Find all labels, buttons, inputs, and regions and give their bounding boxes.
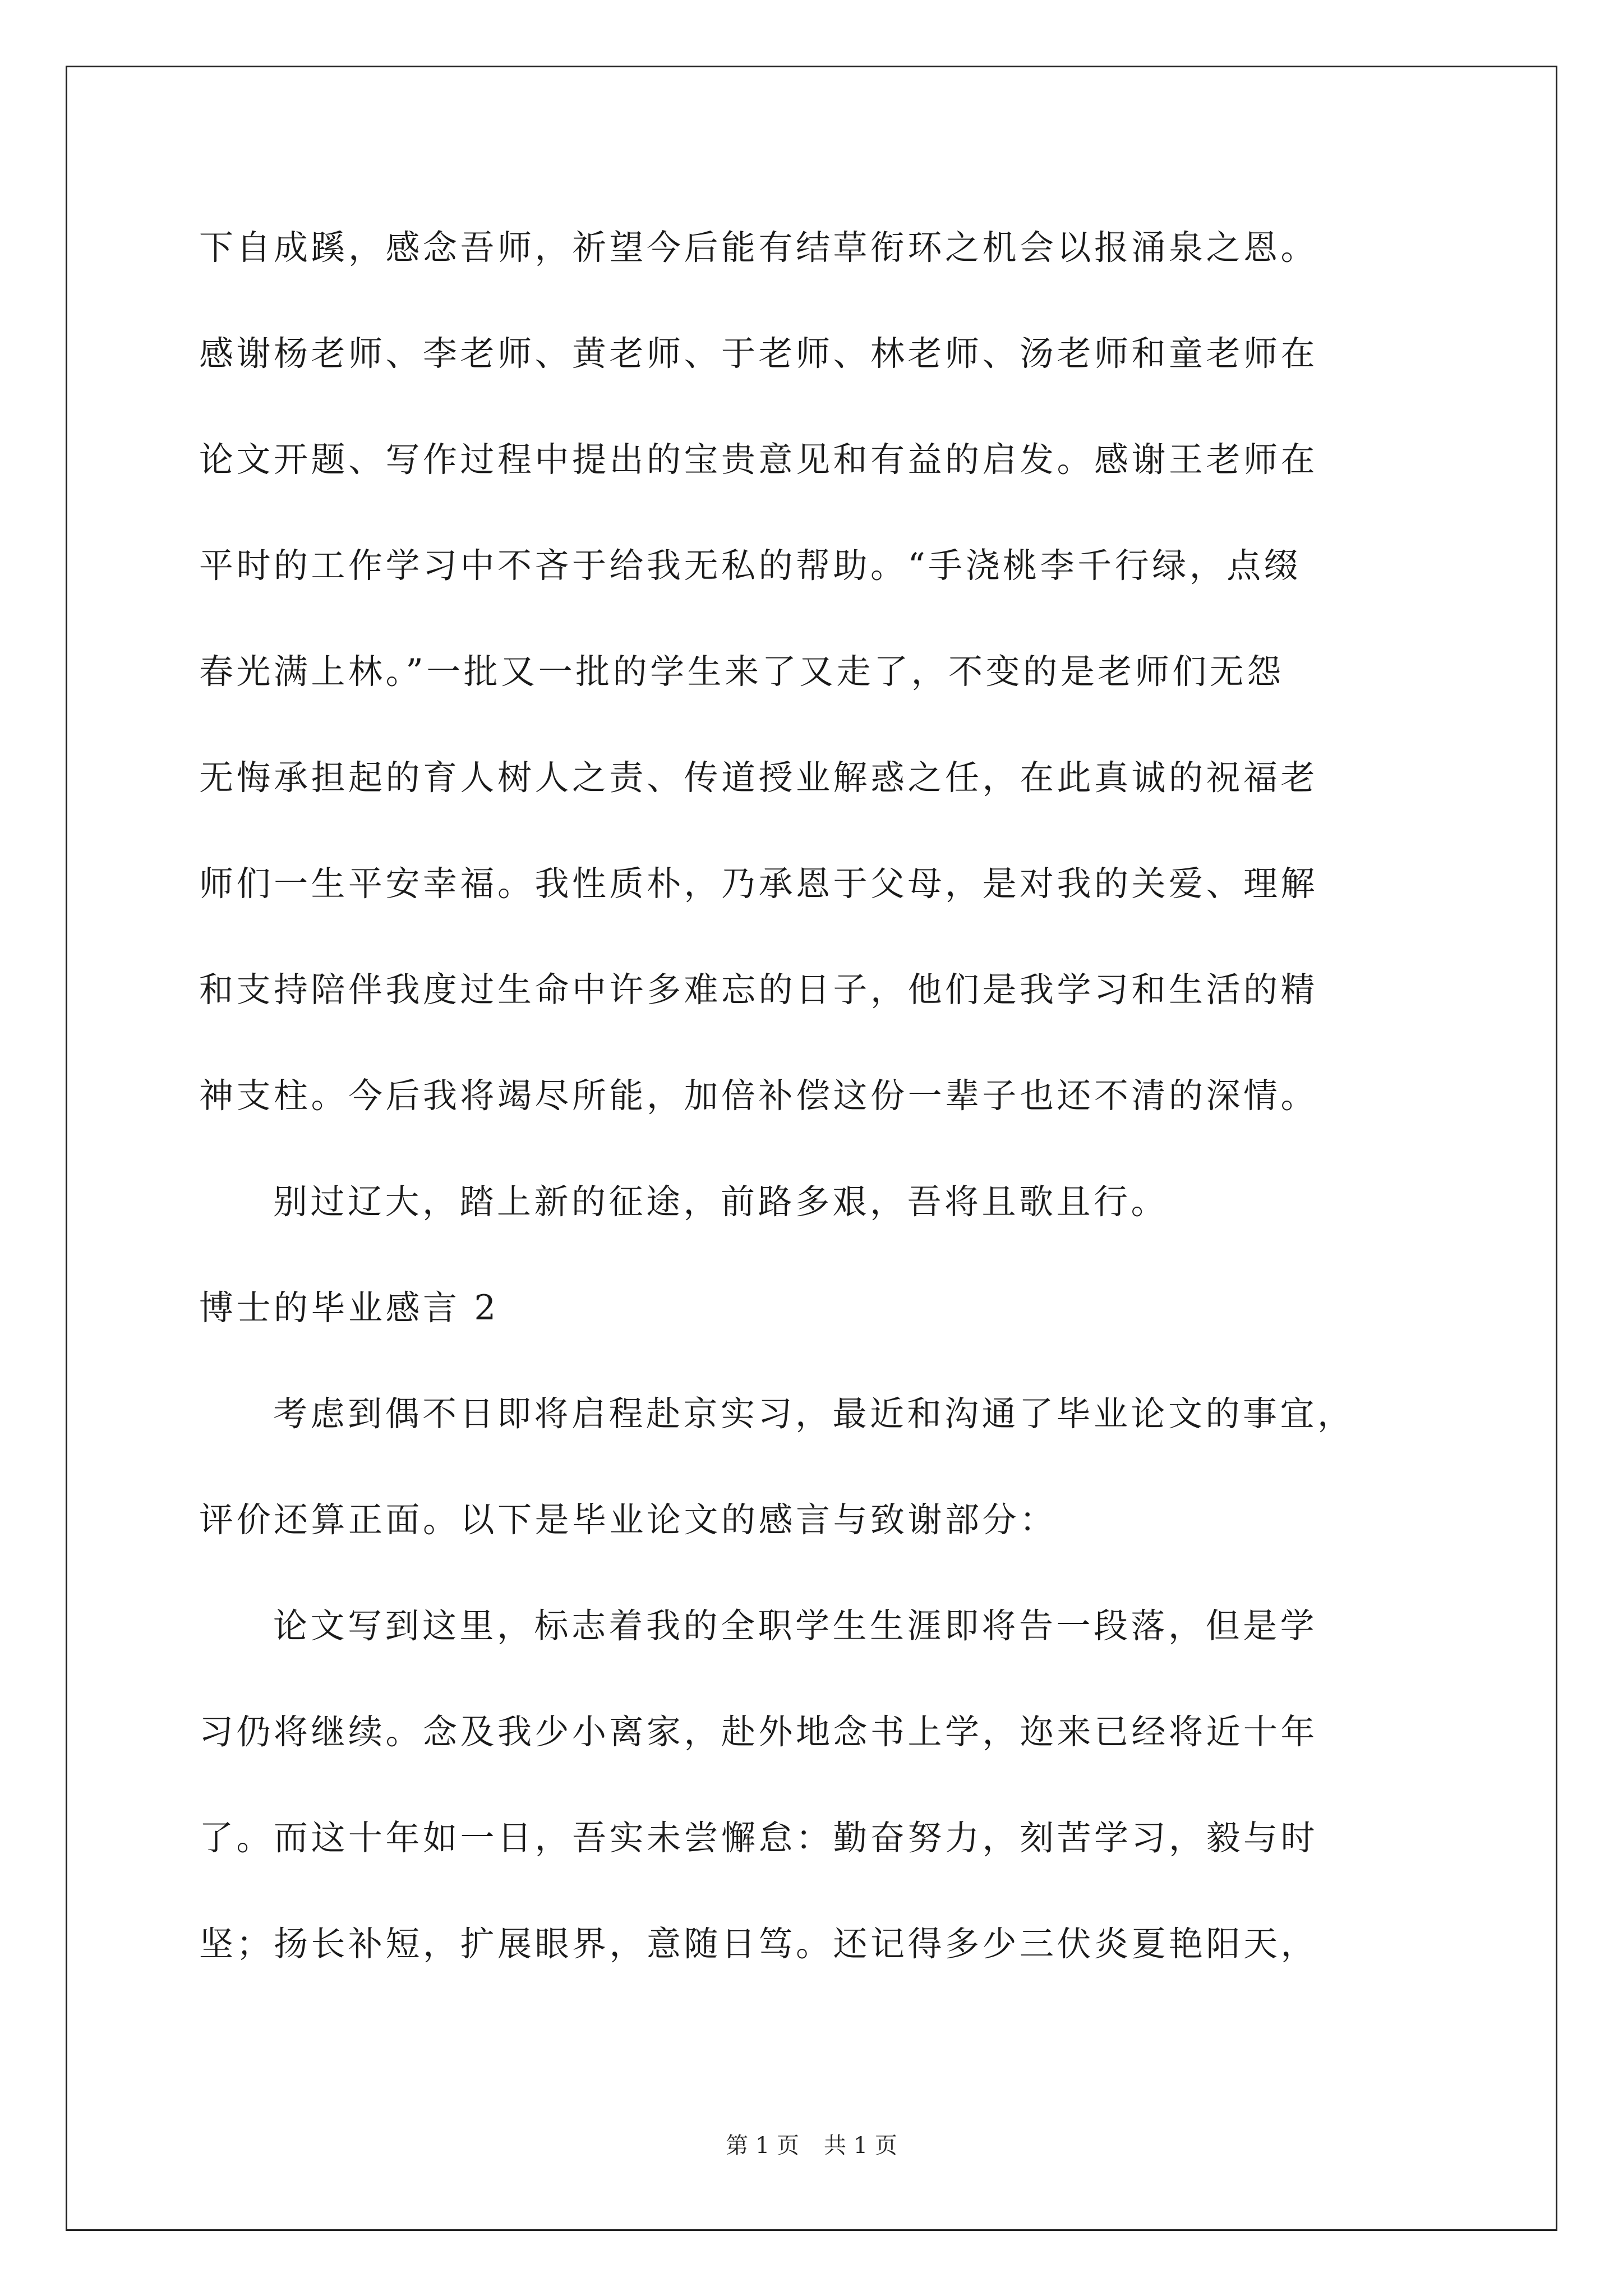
body-line-14: 论文写到这里，标志着我的全职学生生涯即将告一段落，但是学 [273, 1606, 1318, 1646]
body-line-7: 师们一生平安幸福。我性质朴，乃承恩于父母，是对我的关爱、理解 [199, 864, 1318, 904]
body-line-6: 无悔承担起的育人树人之责、传道授业解惑之任，在此真诚的祝福老 [199, 758, 1318, 798]
body-line-9: 神支柱。今后我将竭尽所能，加倍补偿这份一辈子也还不清的深情。 [199, 1076, 1318, 1116]
body-line-15: 习仍将继续。念及我少小离家，赴外地念书上学，迩来已经将近十年 [199, 1712, 1318, 1752]
body-line-17: 坚；扬长补短，扩展眼界，意随日笃。还记得多少三伏炎夏艳阳天， [199, 1924, 1318, 1964]
page-border [66, 66, 1557, 2231]
body-line-13: 评价还算正面。以下是毕业论文的感言与致谢部分： [199, 1500, 1057, 1540]
body-line-10: 别过辽大，踏上新的征途，前路多艰，吾将且歌且行。 [273, 1182, 1169, 1222]
body-line-2: 感谢杨老师、李老师、黄老师、于老师、林老师、汤老师和童老师在 [199, 334, 1318, 374]
body-line-16: 了。而这十年如一日，吾实未尝懈怠：勤奋努力，刻苦学习，毅与时 [199, 1818, 1318, 1858]
page-number: 第 1 页 [726, 2133, 799, 2159]
section-heading: 博士的毕业感言 2 [199, 1288, 499, 1328]
body-line-12: 考虑到偶不日即将启程赴京实习，最近和沟通了毕业论文的事宜， [273, 1394, 1355, 1434]
body-line-1: 下自成蹊，感念吾师，祈望今后能有结草衔环之机会以报涌泉之恩。 [199, 228, 1318, 268]
body-line-5: 春光满上林。”一批又一批的学生来了又走了，不变的是老师们无怨 [199, 652, 1284, 692]
page-total: 共 1 页 [824, 2133, 897, 2159]
page-footer [0, 2130, 1623, 2161]
body-line-4: 平时的工作学习中不吝于给我无私的帮助。“手浇桃李千行绿，点缀 [199, 546, 1302, 586]
body-line-3: 论文开题、写作过程中提出的宝贵意见和有益的启发。感谢王老师在 [199, 440, 1318, 480]
body-line-8: 和支持陪伴我度过生命中许多难忘的日子，他们是我学习和生活的精 [199, 970, 1318, 1010]
